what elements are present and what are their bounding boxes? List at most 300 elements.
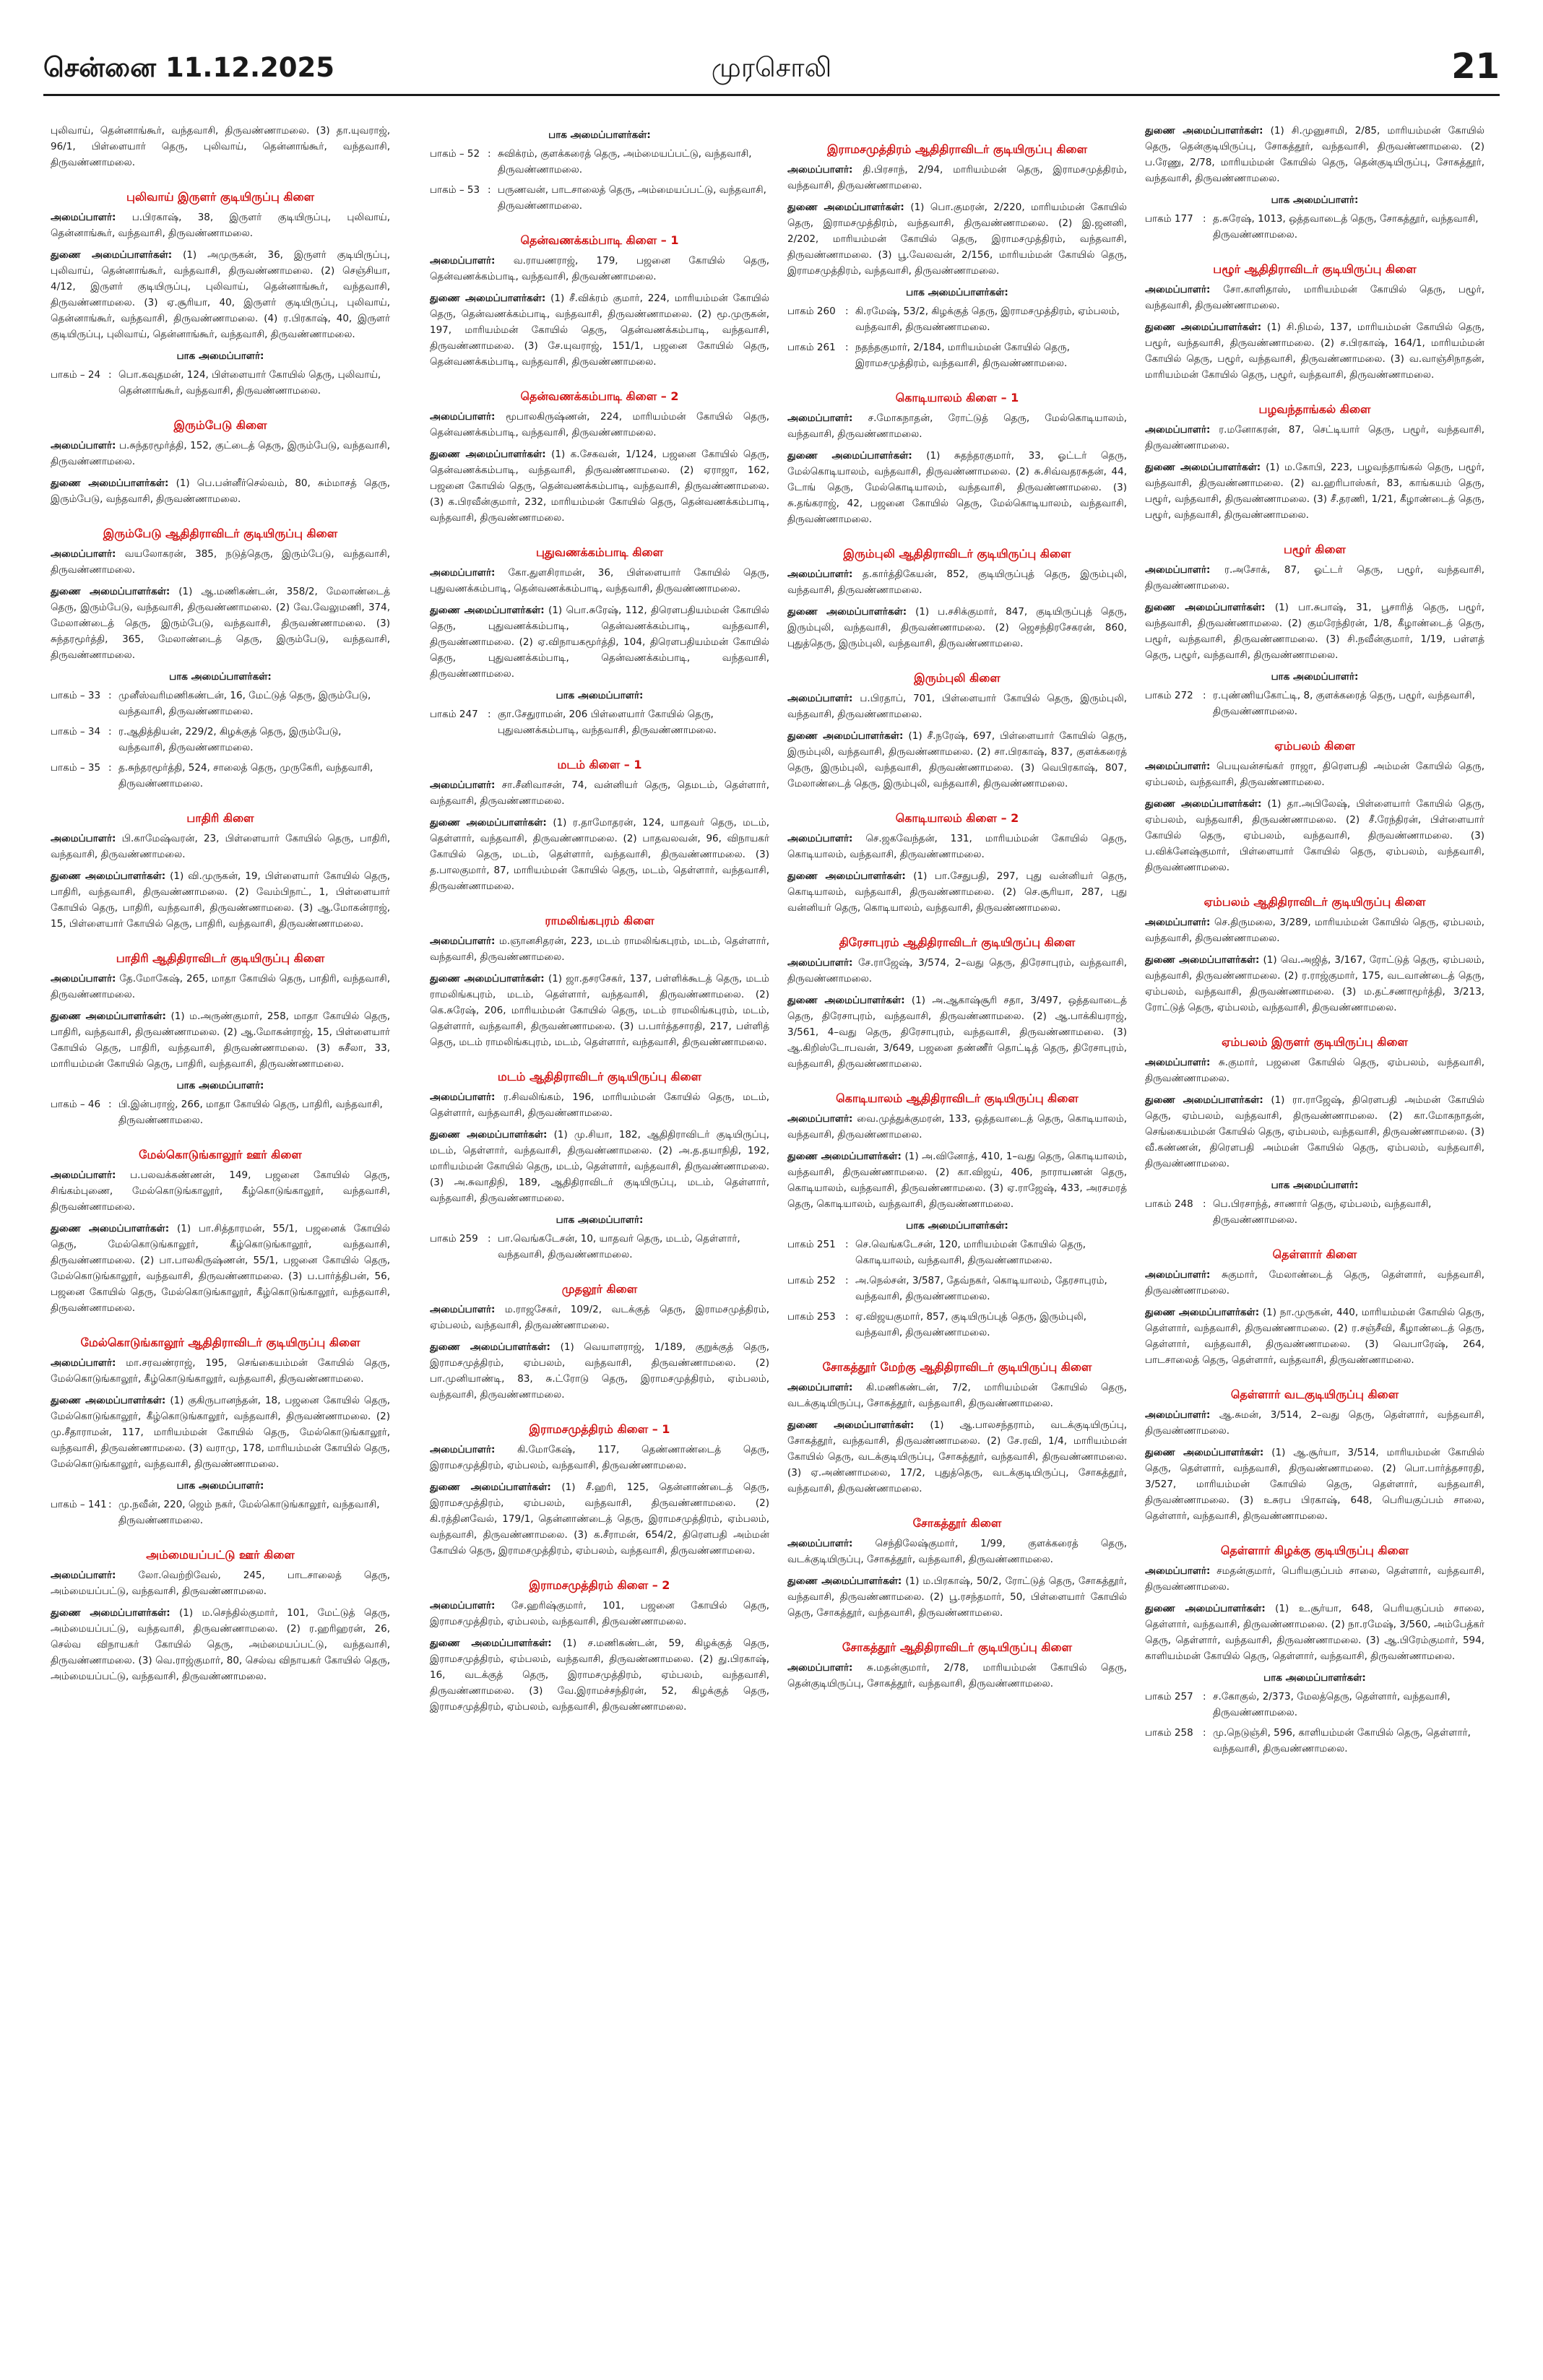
member-details: (1) வி.முருகன், 19, பிள்ளையார் கோயில் தெரு, பாதிரி, வந்தவாசி, திருவண்ணாமலை. (2) வேம்பிநாட், 1, பிள்ளையார் கோயில் தெரு, பாதிரி, வந்தவாசி, திருவண்ணாமலை. (3) ஆ.மோகன்ராஜ், 15, பிள்ளையார் கோயில் தெரு, பாதிரி, வந்தவாசி, திருவண்ணாமலை. <box>51 870 390 930</box>
branch-heading: பாதிரி ஆதிதிராவிடர் குடியிருப்பு கிளை <box>116 951 325 965</box>
member-details: (1) குகிருபானந்தன், 18, பஜனை கோயில் தெரு, மேல்கொடுங்காலூர், கீழ்கொடுங்காலூர், வந்தவாசி, திருவண்ணாமலை. (2) மு.சீதாராமன், 117, மாரியம்மன் கோயில் தெரு, மேல்கொடுங்காலூர், வந்தவாசி, திருவண்ணாமலை. (3) வராமு, 178, மாரியம்மன் கோயில் தெரு, மேல்கொடுங்காலூர், வந்தவாசி, திருவண்ணாமலை. <box>51 1395 390 1470</box>
member-entry <box>430 1302 769 1333</box>
booth-details: பொ.கவுதமன், 124, பிள்ளையார் கோயில் தெரு, புலிவாய், தென்னாங்கூர், வந்தவாசி, திருவண்ணாமலை. <box>118 369 381 397</box>
booth-separator: : <box>1203 690 1206 701</box>
booth-number: பாகம் – 53 <box>430 184 480 196</box>
role-label: துணை அமைப்பாளர்கள்: <box>1145 1094 1263 1106</box>
member-details: ர.சிவலிங்கம், 196, மாரியம்மன் கோயில் தெரு, மடம், தெள்ளார், வந்தவாசி, திருவண்ணாமலை. <box>430 1091 769 1119</box>
booth-entry <box>430 146 769 178</box>
member-details: (1) மு.சியா, 182, ஆதிதிராவிடர் குடியிருப்பு, மடம், தெள்ளார், வந்தவாசி, திருவண்ணாமலை. (2) அ.த.தயாநிதி, 192, மாரியம்மன் கோயில் தெரு, மடம், தெள்ளார், வந்தவாசி, திருவண்ணாமலை. (3) அ.சுவாதிநி, 189, ஆதிதிராவிடர் குடியிருப்பு, மடம், தெள்ளார், வந்தவாசி, திருவண்ணாமலை. <box>430 1129 769 1204</box>
role-label: அமைப்பாளர்: <box>787 1113 853 1125</box>
member-details: சு.மதன்குமார், 2/78, மாரியம்மன் கோயில் தெரு, தென்குடியிருப்பு, சோகத்தூர், வந்தவாசி, திருவண்ணாமலை. <box>787 1662 1127 1689</box>
member-details: சுகுமார், மேலாண்டைத் தெரு, தெள்ளார், வந்தவாசி, திருவண்ணாமலை. <box>1145 1269 1484 1297</box>
booth-separator: : <box>488 709 491 720</box>
role-label: அமைப்பாளர்: <box>1145 1057 1211 1068</box>
member-entry <box>430 1127 769 1206</box>
booth-entry <box>787 303 1127 335</box>
member-details: (1) அ.வினோத், 410, 1–வது தெரு, கொடியாலம், வந்தவாசி, திருவண்ணாமலை. (2) கா.விஜய், 406, நாராயணன் தெரு, கொடியாலம், வந்தவாசி, திருவண்ணாமலை. (3) ஏ.ராஜேஷ், 433, அரசமரத் தெரு, கொடியாலம், வந்தவாசி, திருவண்ணாமலை. <box>787 1151 1127 1210</box>
role-label: அமைப்பாளர்: <box>51 1169 116 1181</box>
role-label: துணை அமைப்பாளர்கள்: <box>430 817 547 828</box>
role-label: அமைப்பாளர்: <box>787 1538 853 1549</box>
branch-heading: ராமலிங்கபுரம் கிளை <box>545 914 654 927</box>
role-label: துணை அமைப்பாளர்கள்: <box>1145 321 1262 333</box>
branch-heading: இராமசமுத்திரம் கிளை – 2 <box>529 1578 670 1592</box>
booth-details: கி.ரமேஷ், 53/2, கிழக்குத் தெரு, இராமசமுத்திரம், ஏம்பலம், வந்தவாசி, திருவண்ணாமலை. <box>855 306 1120 333</box>
member-details: ர.அசோக், 87, ஓட்டர் தெரு, பழூர், வந்தவாசி, திருவண்ணாமலை. <box>1145 564 1484 592</box>
branch-heading: மடம் ஆதிதிராவிடர் குடியிருப்பு கிளை <box>497 1070 702 1083</box>
booth-entry <box>1145 211 1484 243</box>
member-entry <box>787 199 1127 279</box>
branch-heading: இரும்புலி கிளை <box>914 671 1000 685</box>
role-label: துணை அமைப்பாளர்கள்: <box>51 870 166 882</box>
booth-details: மு.நெடுஞ்சி, 596, காளியம்மன் கோயில் தெரு, தெள்ளார், வந்தவாசி, திருவண்ணாமலை. <box>1213 1727 1471 1754</box>
dateline: சென்னை 11.12.2025 <box>43 52 335 83</box>
member-details: பி.காமேஷ்வரன், 23, பிள்ளையார் கோயில் தெரு, பாதிரி, வந்தவாசி, திருவண்ணாமலை. <box>51 833 390 860</box>
branch-heading: தெள்ளார் கிழக்கு குடியிருப்பு கிளை <box>1220 1544 1409 1557</box>
member-entry <box>787 1417 1127 1497</box>
booth-number: பாகம் 257 <box>1145 1691 1193 1702</box>
branch-heading: கொடியாலம் கிளை – 1 <box>895 391 1019 404</box>
role-label: அமைப்பாளர்: <box>51 833 116 844</box>
member-details: மூபாலகிருஷ்ணன், 224, மாரியம்மன் கோயில் தெரு, தென்வணக்கம்பாடி, வந்தவாசி, திருவண்ணாமலை. <box>430 411 769 438</box>
booth-separator: : <box>108 369 112 381</box>
branch-heading: இராமசமுத்திரம் கிளை – 1 <box>529 1422 670 1436</box>
member-details: (1) வெயாளராஜ், 1/189, குறுக்குத் தெரு, இராமசமுத்திரம், ஏம்பலம், வந்தவாசி, திருவண்ணாமலை. (2) பா.முனியாண்டி, 83, சு.ட்ரோடு தெரு, இராமசமுத்திரம், ஏம்பலம், வந்தவாசி, திருவண்ணாமலை. <box>430 1341 769 1401</box>
booth-details: த.சுரேஷ், 1013, ஒத்தவாடைத் தெரு, சோகத்தூர், வந்தவாசி, திருவண்ணாமலை. <box>1213 213 1479 241</box>
member-details: ப.பிரகாஷ், 38, இருளர் குடியிருப்பு, புலிவாய், தென்னாங்கூர், வந்தவாசி, திருவண்ணாமலை. <box>51 212 390 239</box>
booth-details: குா.சேதுராமன், 206 பிள்ளையார் கோயில் தெரு, புதுவணக்கம்பாடி, வந்தவாசி, திருவண்ணாமலை. <box>498 709 717 736</box>
booth-entry <box>430 1231 769 1263</box>
member-entry <box>1145 1407 1484 1439</box>
role-label: அமைப்பாளர்: <box>1145 761 1211 772</box>
branch-heading: இரும்பேடு ஆதிதிராவிடர் குடியிருப்பு கிளை <box>103 527 338 540</box>
member-details: செந்திலேஷ்குமார், 1/99, குளக்கரைத் தெரு, வடக்குடியிருப்பு, சோகத்தூர், வந்தவாசி, திருவண்ணாமலை. <box>787 1538 1127 1565</box>
booth-details: ச.கோகுல், 2/373, மேலத்தெரு, தெள்ளார், வந்தவாசி, திருவண்ணாமலை. <box>1213 1691 1451 1718</box>
member-entry <box>430 253 769 285</box>
member-details: (1) பா.சுபாஷ், 31, பூசாரித் தெரு, பழூர், வந்தவாசி, திருவண்ணாமலை. (2) குமரேந்திரன், 1/8, கீழாண்டைத் தெரு, பழூர், வந்தவாசி, திருவண்ணாமலை. (3) சி.நவீன்குமார், 1/19, பள்ளத் தெரு, பழூர், வந்தவாசி, திருவண்ணாமலை. <box>1145 602 1484 661</box>
role-label: துணை அமைப்பாளர்கள்: <box>51 477 169 489</box>
booth-number: பாகம் – 35 <box>51 762 101 774</box>
member-details: சே.ராஜேஷ், 3/574, 2–வது தெரு, திரேசாபுரம், வந்தவாசி, திருவண்ணாமலை. <box>787 957 1127 985</box>
branch-heading: தென்வணக்கம்பாடி கிளை – 1 <box>520 233 679 247</box>
member-entry <box>1145 123 1484 186</box>
booth-separator: : <box>108 1099 112 1110</box>
member-entry <box>787 1573 1127 1621</box>
member-entry <box>1145 952 1484 1016</box>
booth-number: பாகம் – 46 <box>51 1099 101 1110</box>
booth-section-label: பாக அமைப்பாளர்: <box>556 1214 644 1226</box>
booth-section-label: பாக அமைப்பாளர்கள்: <box>548 129 651 141</box>
member-entry <box>430 933 769 965</box>
member-details: சோ.காளிதாஸ், மாரியம்மன் கோயில் தெரு, பழூர், வந்தவாசி, திருவண்ணாமலை. <box>1145 284 1484 311</box>
member-entry <box>787 868 1127 916</box>
member-entry <box>51 247 390 342</box>
member-details: புலிவாய், தென்னாங்கூர், வந்தவாசி, திருவண்ணாமலை. (3) தா.யுவராஜ், 96/1, பிள்ளையார் தெரு, புலிவாய், தென்னாங்கூர், வந்தவாசி, திருவண்ணாமலை. <box>51 125 390 168</box>
booth-number: பாகம் 253 <box>787 1311 836 1323</box>
branch-heading: மேல்கொடுங்காலூர் ஊர் கிளை <box>139 1148 302 1161</box>
member-details: (1) பெ.பன்னீர்செல்வம், 80, சும்மாசத் தெரு, இரும்பேடு, வந்தவாசி, திருவண்ணாமலை. <box>51 477 390 505</box>
booth-details: நதந்தகுமார், 2/184, மாரியம்மன் கோயில் தெரு, இராமசமுத்திரம், வந்தவாசி, திருவண்ணாமலை. <box>855 342 1070 369</box>
member-details: (1) நா.முருகன், 440, மாரியம்மன் கோயில் தெரு, தெள்ளார், வந்தவாசி, திருவண்ணாமலை. (2) ர.சஞ்சீவி, கீழாண்டைத் தெரு, தெள்ளார், வந்தவாசி, திருவண்ணாமலை. (3) வெபாரேஷ், 264, பாடசாலைத் தெரு, தெள்ளார், வந்தவாசி, திருவண்ணாமலை. <box>1145 1307 1484 1366</box>
booth-section-label: பாக அமைப்பாளர்: <box>176 1480 264 1492</box>
role-label: துணை அமைப்பாளர்கள்: <box>51 1395 166 1406</box>
booth-entry <box>51 1497 390 1528</box>
role-label: அமைப்பாளர்: <box>51 212 116 223</box>
member-entry <box>430 1339 769 1403</box>
booth-separator: : <box>1203 213 1206 225</box>
booth-details: ர.ஆதித்தியன், 229/2, கிழக்குத் தெரு, இரும்பேடு, வந்தவாசி, திருவண்ணாமலை. <box>118 726 342 753</box>
branch-heading: பழூர் ஆதிதிராவிடர் குடியிருப்பு கிளை <box>1213 262 1417 276</box>
column-4 <box>1145 123 1484 2355</box>
member-entry <box>51 1605 390 1684</box>
member-details: (1) சீ.ஹரி, 125, தென்னாண்டைத் தெரு, இராமசமுத்திரம், ஏம்பலம், வந்தவாசி, திருவண்ணாமலை. (2) கி.ரத்தினவேல், 179/1, தென்னாண்டைத் தெரு, இராமசமுத்திரம், ஏம்பலம், வந்தவாசி, திருவண்ணாமலை. (3) க.சீராமன், 654/2, திரௌபதி அம்மன் கோயில் தெரு, இராமசமுத்திரம், ஏம்பலம், வந்தவாசி, திருவண்ணாமலை. <box>430 1481 769 1557</box>
role-label: துணை அமைப்பாளர்கள்: <box>51 1607 170 1619</box>
role-label: அமைப்பாளர்: <box>430 1444 496 1455</box>
booth-number: பாகம் – 52 <box>430 148 480 160</box>
branch-heading: தெள்ளார் வடகுடியிருப்பு கிளை <box>1230 1388 1399 1401</box>
member-details: மா.சரவண்ராஜ், 195, செங்கையம்மன் கோயில் தெரு, மேல்கொடுங்காலூர், கீழ்கொடுங்காலூர், வந்தவாசி, திருவண்ணாமலை. <box>51 1357 390 1385</box>
booth-number: பாகம் – 34 <box>51 726 101 737</box>
member-entry <box>1145 1267 1484 1299</box>
role-label: அமைப்பாளர்: <box>787 164 853 176</box>
booth-entry <box>51 367 390 399</box>
member-entry <box>1145 1445 1484 1524</box>
role-label: துணை அமைப்பாளர்கள்: <box>787 606 907 618</box>
member-entry <box>1145 758 1484 790</box>
member-entry <box>51 1008 390 1072</box>
member-entry <box>51 1393 390 1472</box>
member-details: (1) ஆ.சூர்யா, 3/514, மாரியம்மன் கோயில் தெரு, தெள்ளார், வந்தவாசி, திருவண்ணாமலை. (2) பொ.பார்த்தசாரதி, 3/527, மாரியம்மன் கோயில் தெரு, தெள்ளார், வந்தவாசி, திருவண்ணாமலை. (3) உசுரப பிரகாஷ், 648, பெரியகுப்பம் சாலை, தெள்ளார், வந்தவாசி, திருவண்ணாமலை. <box>1145 1447 1484 1522</box>
booth-details: பா.வெங்கடேசன், 10, யாதவர் தெரு, மடம், தெள்ளார், வந்தவாசி, திருவண்ணாமலை. <box>498 1233 740 1260</box>
branch-heading: இராமசமுத்திரம் ஆதிதிராவிடர் குடியிருப்பு கிளை <box>826 142 1088 156</box>
member-details: (1) பொ.சுரேஷ், 112, திரௌபதியம்மன் கோயில் தெரு, புதுவணக்கம்பாடி, தென்வணக்கம்பாடி, வந்தவாசி, திருவண்ணாமலை. (2) ஏ.விநாயகமூர்த்தி, 104, திரௌபதியம்மன் கோயில் தெரு, புதுவணக்கம்பாடி, தென்வணக்கம்பாடி, வந்தவாசி, திருவண்ணாமலை. <box>430 605 769 680</box>
member-details: வ.ராயணராஜ், 179, பஜனை கோயில் தெரு, தென்வணக்கம்பாடி, வந்தவாசி, திருவண்ணாமலை. <box>430 255 769 282</box>
booth-separator: : <box>108 726 112 737</box>
masthead <box>43 42 1500 92</box>
booth-number: பாகம் – 33 <box>51 690 101 701</box>
member-details: (1) பொ.குமரன், 2/220, மாரியம்மன் கோயில் தெரு, இராமசமுத்திரம், வந்தவாசி, திருவண்ணாமலை. (2) இ.ஜனனி, 2/202, மாரியம்மன் கோயில் தெரு, இராமசமுத்திரம், வந்தவாசி, திருவண்ணாமலை. (3) பூ.வேலவன், 2/156, மாரியம்மன் கோயில் தெரு, இராமசமுத்திரம், வந்தவாசி, திருவண்ணாமலை. <box>787 202 1127 277</box>
booth-number: பாகம் 258 <box>1145 1727 1193 1739</box>
branch-heading: கொடியாலம் கிளை – 2 <box>895 811 1019 825</box>
member-entry <box>1145 282 1484 313</box>
booth-entry <box>1145 1689 1484 1721</box>
role-label: அமைப்பாளர்: <box>430 567 496 579</box>
masthead-rule <box>43 94 1500 96</box>
member-entry <box>787 1380 1127 1411</box>
role-label: அமைப்பாளர்: <box>1145 1565 1211 1577</box>
branch-heading: பழூர் கிளை <box>1284 542 1346 556</box>
role-label: துணை அமைப்பாளர்கள்: <box>51 249 173 261</box>
member-details: (1) அமுருகன், 36, இருளர் குடியிருப்பு, புலிவாய், தென்னாங்கூர், வந்தவாசி, திருவண்ணாமலை. (2) செஞ்சியா, 4/12, இருளர் குடியிருப்பு, புலிவாய், தென்னாங்கூர், வந்தவாசி, திருவண்ணாமலை. (3) ஏ.சூரியா, 40, இருளர் குடியிருப்பு, புலிவாய், தென்னாங்கூர், வந்தவாசி, திருவண்ணாமலை. (4) ர.பிரகாஷ், 40, இருளர் குடியிருப்பு, புலிவாய், தென்னாங்கூர், வந்தவாசி, திருவண்ணாமலை. <box>51 249 390 340</box>
role-label: துணை அமைப்பாளர்கள்: <box>430 1129 548 1141</box>
page-number: 21 <box>1451 46 1500 87</box>
role-label: துணை அமைப்பாளர்கள்: <box>430 605 545 616</box>
booth-details: த.சுந்தரமூர்த்தி, 524, சாலைத் தெரு, முருகேரி, வந்தவாசி, திருவண்ணாமலை. <box>118 762 373 789</box>
booth-entry <box>1145 1725 1484 1757</box>
member-details: கி.மோகேஷ், 117, தெண்ணாண்டைத் தெரு, இராமசமுத்திரம், ஏம்பலம், வந்தவாசி, திருவண்ணாமலை. <box>430 1444 769 1471</box>
member-details: (1) சி.முனுசாமி, 2/85, மாரியம்மன் கோயில் தெரு, தென்குடியிருப்பு, சோகத்தூர், வந்தவாசி, திருவண்ணாமலை. (2) ப.ரேணு, 2/78, மாரியம்மன் கோயில் தெரு, தென்குடியிருப்பு, சோகத்தூர், வந்தவாசி, திருவண்ணாமலை. <box>1145 125 1484 184</box>
branch-heading: சோகத்தூர் மேற்கு ஆதிதிராவிடர் குடியிருப்பு கிளை <box>822 1360 1092 1374</box>
member-entry <box>787 955 1127 987</box>
role-label: துணை அமைப்பாளர்கள்: <box>1145 462 1261 473</box>
booth-separator: : <box>488 184 491 196</box>
role-label: அமைப்பாளர்: <box>1145 917 1211 928</box>
member-entry <box>51 584 390 663</box>
branch-heading: திரேசாபுரம் ஆதிதிராவிடர் குடியிருப்பு கிளை <box>839 935 1076 949</box>
member-entry <box>1145 1563 1484 1595</box>
member-details: (1) க.சேகவன், 1/124, பஜனை கோயில் தெரு, தென்வணக்கம்பாடி, வந்தவாசி, திருவண்ணாமலை. (2) ஏராஜா, 162, பஜனை கோயில் தெரு, தென்வணக்கம்பாடி, வந்தவாசி, திருவண்ணாமலை. (3) க.பிரவீன்குமார், 232, மாரியம்மன் கோயில் தெரு, தென்வணக்கம்பாடி, வந்தவாசி, திருவண்ணாமலை. <box>430 449 769 524</box>
branch-heading: ஏம்பலம் ஆதிதிராவிடர் குடியிருப்பு கிளை <box>1203 895 1426 909</box>
role-label: அமைப்பாளர்: <box>787 568 853 580</box>
role-label: துணை அமைப்பாளர்கள்: <box>787 870 906 882</box>
newspaper-name: முரசொலி <box>711 52 832 83</box>
member-entry <box>787 410 1127 442</box>
member-entry <box>430 1089 769 1121</box>
member-entry <box>1145 1304 1484 1368</box>
member-entry <box>51 546 390 578</box>
role-label: அமைப்பாளர்: <box>1145 1269 1211 1281</box>
member-details: (1) பா.சித்தாரமன், 55/1, பஜனைக் கோயில் தெரு, மேல்கொடுங்காலூர், கீழ்கொடுங்காலூர், வந்தவாசி, திருவண்ணாமலை. (2) பா.பாலகிருஷ்ணன், 55/1, பஜனை கோயில் தெரு, மேல்கொடுங்காலூர், வந்தவாசி, திருவண்ணாமலை. (3) ப.பார்த்திபன், 56, பஜனை கோயில் தெரு, மேல்கொடுங்காலூர், கீழ்கொடுங்காலூர், வந்தவாசி, திருவண்ணாமலை. <box>51 1223 390 1314</box>
role-label: துணை அமைப்பாளர்கள்: <box>430 1637 552 1649</box>
booth-separator: : <box>108 1499 112 1510</box>
member-entry <box>430 409 769 441</box>
member-details: செ.ஜகவேந்தன், 131, மாரியம்மன் கோயில் தெரு, கொடியாலம், வந்தவாசி, திருவண்ணாமலை. <box>787 833 1127 860</box>
member-details: ஆ.சுமன், 3/514, 2–வது தெரு, தெள்ளார், வந்தவாசி, திருவண்ணாமலை. <box>1145 1409 1484 1437</box>
role-label: அமைப்பாளர்: <box>51 440 116 451</box>
member-details: ம.ஞானசிதரன், 223, மடம் ராமலிங்கபுரம், மடம், தெள்ளார், வந்தவாசி, திருவண்ணாமலை. <box>430 935 769 963</box>
member-entry <box>1145 600 1484 663</box>
branch-heading: ஏம்பலம் கிளை <box>1274 739 1355 753</box>
booth-section-label: பாக அமைப்பாளர்: <box>176 1080 264 1091</box>
member-details: வை.முத்துக்குமரன், 133, ஒத்தவாடைத் தெரு, கொடியாலம், வந்தவாசி, திருவண்ணாமலை. <box>787 1113 1127 1141</box>
member-entry <box>787 691 1127 722</box>
member-entry <box>51 475 390 507</box>
role-label: துணை அமைப்பாளர்கள்: <box>430 1341 550 1353</box>
member-entry <box>51 831 390 862</box>
member-details: தி.பிரசாந், 2/94, மாரியம்மன் தெரு, இராமசமுத்திரம், வந்தவாசி, திருவண்ணாமலை. <box>787 164 1127 191</box>
role-label: அமைப்பாளர்: <box>51 548 116 560</box>
booth-separator: : <box>488 1233 491 1245</box>
role-label: அமைப்பாளர்: <box>430 411 496 423</box>
member-entry <box>430 602 769 682</box>
member-entry <box>1145 796 1484 875</box>
member-entry <box>1145 914 1484 946</box>
booth-details: பி.இன்பராஜ், 266, மாதா கோயில் தெரு, பாதிரி, வந்தவாசி, திருவண்ணாமலை. <box>118 1099 383 1126</box>
member-details: (1) பா.சேதுபதி, 297, புது வன்னியர் தெரு, கொடியாலம், வந்தவாசி, திருவண்ணாமலை. (2) செ.சூரியா, 287, புது வன்னியர் தெரு, கொடியாலம், வந்தவாசி, திருவண்ணாமலை. <box>787 870 1127 914</box>
role-label: துணை அமைப்பாளர்கள்: <box>787 450 912 462</box>
role-label: அமைப்பாளர்: <box>787 1382 853 1393</box>
branch-heading: மடம் கிளை – 1 <box>557 758 642 771</box>
member-entry <box>51 1355 390 1387</box>
booth-separator: : <box>845 1239 849 1250</box>
booth-entry <box>430 706 769 738</box>
member-entry <box>430 565 769 597</box>
booth-entry <box>51 688 390 719</box>
member-details: ப.பிரதாப், 701, பிள்ளையார் கோயில் தெரு, இரும்புலி, வந்தவாசி, திருவண்ணாமலை. <box>787 693 1127 720</box>
member-entry <box>1145 562 1484 594</box>
role-label: அமைப்பாளர்: <box>787 1662 853 1674</box>
role-label: துணை அமைப்பாளர்கள்: <box>787 1419 915 1431</box>
booth-details: செ.வெங்கடேசன், 120, மாரியம்மன் கோயில் தெரு, கொடியாலம், வந்தவாசி, திருவண்ணாமலை. <box>855 1239 1086 1266</box>
booth-number: பாகம் 259 <box>430 1233 478 1245</box>
role-label: துணை அமைப்பாளர்கள்: <box>430 449 546 460</box>
role-label: அமைப்பாளர்: <box>787 412 853 424</box>
member-entry <box>51 209 390 241</box>
booth-details: மு.நவீன், 220, ஜெம் நகர், மேல்கொடுங்காலூர், வந்தவாசி, திருவண்ணாமலை. <box>118 1499 380 1526</box>
role-label: துணை அமைப்பாளர்கள்: <box>787 995 905 1006</box>
member-details: (1) ம.கோபி, 223, பழவந்தாங்கல் தெரு, பழூர், வந்தவாசி, திருவண்ணாமலை. (2) வ.ஹரிபாஸ்கர், 83, காங்கயம் தெரு, பழூர், வந்தவாசி, திருவண்ணாமலை. (3) சீ.தரணி, 1/21, கீழாண்டைத் தெரு, பழூர், வந்தவாசி, திருவண்ணாமலை. <box>1145 462 1484 521</box>
member-entry <box>787 1536 1127 1567</box>
booth-separator: : <box>108 762 112 774</box>
role-label: அமைப்பாளர்: <box>51 1357 116 1369</box>
member-entry <box>51 1167 390 1215</box>
member-entry <box>430 1442 769 1474</box>
role-label: துணை அமைப்பாளர்கள்: <box>787 730 904 742</box>
member-entry <box>430 290 769 370</box>
booth-section-label: பாக அமைப்பாளர்கள்: <box>906 1220 1008 1232</box>
member-details: (1) ஆ.பாலசந்தராம், வடக்குடியிருப்பு, சோகத்தூர், வந்தவாசி, திருவண்ணாமலை. (2) சே.ரவி, 1/4, மாரியம்மன் கோயில் தெரு, வடக்குடியிருப்பு, சோகத்தூர், வந்தவாசி, திருவண்ணாமலை. (3) ஏ.அண்ணாமலை, 17/2, புதுத்தெரு, வடக்குடியிருப்பு, சோகத்தூர், வந்தவாசி, திருவண்ணாமலை. <box>787 1419 1127 1494</box>
booth-number: பாகம் – 24 <box>51 369 101 381</box>
member-entry <box>51 123 390 170</box>
role-label: அமைப்பாளர்: <box>430 779 496 791</box>
member-details: (1) ரா.ராஜேஷ், திரௌபதி அம்மன் கோயில் தெரு, ஏம்பலம், வந்தவாசி, திருவண்ணாமலை. (2) கா.மோகநாதன், செங்கையம்மன் கோயில் தெரு, ஏம்பலம், வந்தவாசி, திருவண்ணாமலை. (3) வீ.கண்ணன், திரௌபதி அம்மன் கோயில் தெரு, ஏம்பலம், வந்தவாசி, திருவண்ணாமலை. <box>1145 1094 1484 1169</box>
booth-section-label: பாக அமைப்பாளர்: <box>1271 194 1359 206</box>
member-entry <box>1145 422 1484 454</box>
role-label: துணை அமைப்பாளர்கள்: <box>430 1481 551 1493</box>
branch-heading: ஏம்பலம் இருளர் குடியிருப்பு கிளை <box>1222 1035 1408 1049</box>
role-label: துணை அமைப்பாளர்கள்: <box>430 973 545 985</box>
member-details: ப.பலவக்கண்ணன், 149, பஜனை கோயில் தெரு, சிங்கம்புணை, மேல்கொடுங்காலூர், கீழ்கொடுங்காலூர், வந்தவாசி, திருவண்ணாமலை. <box>51 1169 390 1213</box>
booth-number: பாகம் 261 <box>787 342 836 353</box>
booth-entry <box>51 1096 390 1128</box>
member-details: (1) அ.ஆகாஷ்சூரி சதா, 3/497, ஒத்தவாடைத் தெரு, திரேசாபுரம், வந்தவாசி, திருவண்ணாமலை. (2) ஆ.பாக்கியராஜ், 3/561, 4–வது தெரு, திரேசாபுரம், வந்தவாசி, திருவண்ணாமலை. (3) ஆ.கிறிஸ்டோபவன், 3/649, பஜனை தண்ணீர் தொட்டித் தெரு, திரேசாபுரம், வந்தவாசி, திருவண்ணாமலை. <box>787 995 1127 1070</box>
member-details: பெயுவன்சங்கர் ராஜா, திரௌபதி அம்மன் கோயில் தெரு, ஏம்பலம், வந்தவாசி, திருவண்ணாமலை. <box>1145 761 1484 788</box>
member-details: லோ.வெற்றிவேல், 245, பாடசாலைத் தெரு, அம்மையப்பட்டு, வந்தவாசி, திருவண்ணாமலை. <box>51 1570 390 1597</box>
role-label: துணை அமைப்பாளர்கள்: <box>787 202 904 213</box>
branch-heading: அம்மையப்பட்டு ஊர் கிளை <box>146 1548 295 1562</box>
member-entry <box>430 1479 769 1559</box>
booth-details: அ.நெல்சன், 3/587, தேவ்நகர், கொடியாலம், தேரசாபுரம், வந்தவாசி, திருவண்ணாமலை. <box>855 1275 1107 1302</box>
member-entry <box>1145 319 1484 383</box>
member-entry <box>430 1635 769 1715</box>
member-entry <box>51 1221 390 1316</box>
booth-separator: : <box>1203 1691 1206 1702</box>
member-details: (1) வெ.அஜித், 3/167, ரோட்டுத் தெரு, ஏம்பலம், வந்தவாசி, திருவண்ணாமலை. (2) ர.ராஜ்குமார், 175, வடவாண்டைத் தெரு, ஏம்பலம், வந்தவாசி, திருவண்ணாமலை. (3) ம.தட்சணாமூர்த்தி, 3/213, ரோட்டுத் தெரு, ஏம்பலம், வந்தவாசி, திருவண்ணாமலை. <box>1145 954 1484 1013</box>
booth-section-label: பாக அமைப்பாளர்கள்: <box>1263 1672 1366 1684</box>
member-details: கி.மணிகண்டன், 7/2, மாரியம்மன் கோயில் தெரு, வடக்குடியிருப்பு, சோகத்தூர், வந்தவாசி, திருவண்ணாமலை. <box>787 1382 1127 1409</box>
member-entry <box>787 1660 1127 1692</box>
column-2 <box>430 123 769 2355</box>
branch-heading: தென்வணக்கம்பாடி கிளை – 2 <box>520 389 679 403</box>
member-details: (1) உ.சூர்யா, 648, பெரியகுப்பம் சாலை, தெள்ளார், வந்தவாசி, திருவண்ணாமலை. (2) நா.ரமேஷ், 3/560, அம்பேத்கர் தெரு, தெள்ளார், வந்தவாசி, திருவண்ணாமலை. (3) ஆ.பிரேம்குமார், 594, காளியம்மன் கோயில் தெரு, தெள்ளார், வந்தவாசி, திருவண்ணாமலை. <box>1145 1603 1484 1662</box>
booth-details: ர.புண்ணியகோட்டி, 8, குளக்கரைத் தெரு, பழூர், வந்தவாசி, திருவண்ணாமலை. <box>1213 690 1475 717</box>
role-label: அமைப்பாளர்: <box>430 1600 496 1611</box>
member-details: (1) ர.தாமோதரன், 124, யாதவர் தெரு, மடம், தெள்ளார், வந்தவாசி, திருவண்ணாமலை. (2) பாதவலவன், 96, விநாயகர் கோயில் தெரு, மடம், தெள்ளார், வந்தவாசி, திருவண்ணாமலை. (3) த.பாலகுமார், 87, மாரியம்மன் கோயில் தெரு, மடம், தெள்ளார், வந்தவாசி, திருவண்ணாமலை. <box>430 817 769 892</box>
booth-separator: : <box>845 306 849 317</box>
booth-number: பாகம் – 141 <box>51 1499 107 1510</box>
branch-heading: முதலூர் கிளை <box>561 1282 638 1296</box>
booth-number: பாகம் 248 <box>1145 1198 1193 1210</box>
member-details: ப.சுந்தரமூர்த்தி, 152, குட்டைத் தெரு, இரும்பேடு, வந்தவாசி, திருவண்ணாமலை. <box>51 440 390 467</box>
member-details: (1) தா.அபிலேஷ், பிள்ளையார் கோயில் தெரு, ஏம்பலம், வந்தவாசி, திருவண்ணாமலை. (2) சீ.ரேந்திரன், பிள்ளையார் கோயில் தெரு, ஏம்பலம், வந்தவாசி, திருவண்ணாமலை. (3) ப.விக்னேஷ்குமார், பிள்ளையார் கோயில் தெரு, ஏம்பலம், வந்தவாசி, திருவண்ணாமலை. <box>1145 798 1484 873</box>
branch-heading: புதுவணக்கம்பாடி கிளை <box>535 545 664 559</box>
role-label: அமைப்பாளர்: <box>430 1304 496 1315</box>
booth-entry <box>787 339 1127 371</box>
booth-entry <box>787 1273 1127 1304</box>
booth-details: சுவிக்ரம், குளக்கரைத் தெரு, அம்மையப்பட்டு, வந்தவாசி, திருவண்ணாமலை. <box>498 148 752 176</box>
booth-number: பாகம் 252 <box>787 1275 836 1286</box>
member-entry <box>787 566 1127 598</box>
branch-heading: கொடியாலம் ஆதிதிராவிடர் குடியிருப்பு கிளை <box>836 1091 1079 1105</box>
branch-heading: மேல்கொடுங்காலூர் ஆதிதிராவிடர் குடியிருப்பு கிளை <box>80 1336 360 1349</box>
member-entry <box>430 446 769 526</box>
member-details: ம.ராஜசேகர், 109/2, வடக்குத் தெரு, இராமசமுத்திரம், ஏம்பலம், வந்தவாசி, திருவண்ணாமலை. <box>430 1304 769 1331</box>
booth-number: பாகம் 251 <box>787 1239 836 1250</box>
member-details: (1) சீ.விக்ரம் குமார், 224, மாரியம்மன் கோயில் தெரு, தென்வணக்கம்பாடி, வந்தவாசி, திருவண்ணாமலை. (2) மூ.முருகன், 197, மாரியம்மன் கோயில் தெரு, தென்வணக்கம்பாடி, வந்தவாசி, திருவண்ணாமலை. (3) சே.யுவராஜ், 151/1, பஜனை கோயில் தெரு, தென்வணக்கம்பாடி, வந்தவாசி, திருவண்ணாமலை. <box>430 293 769 368</box>
role-label: அமைப்பாளர்: <box>1145 284 1211 295</box>
member-details: சமதன்குமார், பெரியகுப்பம் சாலை, தெள்ளார், வந்தவாசி, திருவண்ணாமலை. <box>1145 1565 1484 1593</box>
branch-heading: இரும்பேடு கிளை <box>173 418 267 432</box>
column-3 <box>787 123 1127 2355</box>
member-entry <box>51 868 390 932</box>
role-label: அமைப்பாளர்: <box>430 255 496 267</box>
member-entry <box>787 162 1127 194</box>
booth-entry <box>787 1309 1127 1341</box>
booth-number: பாகம் 177 <box>1145 213 1193 225</box>
booth-entry <box>1145 688 1484 719</box>
member-entry <box>787 992 1127 1072</box>
member-details: தே.மோகேஷ், 265, மாதா கோயில் தெரு, பாதிரி, வந்தவாசி, திருவண்ணாமலை. <box>51 973 390 1000</box>
booth-entry <box>51 724 390 756</box>
member-details: (1) ப.சசிக்குமார், 847, குடியிருப்புத் தெரு, இரும்புலி, வந்தவாசி, திருவண்ணாமலை. (2) ஜெசந்திரசேகரன், 860, புதுத்தெரு, இரும்புலி, வந்தவாசி, திருவண்ணாமலை. <box>787 606 1127 649</box>
member-entry <box>1145 1092 1484 1172</box>
booth-separator: : <box>845 342 849 353</box>
role-label: துணை அமைப்பாளர்கள்: <box>1145 798 1262 810</box>
role-label: துணை அமைப்பாளர்கள்: <box>787 1575 902 1587</box>
member-details: வயலோகரன், 385, நடுத்தெரு, இரும்பேடு, வந்தவாசி, திருவண்ணாமலை. <box>51 548 390 576</box>
role-label: துணை அமைப்பாளர்கள்: <box>430 293 546 304</box>
booth-separator: : <box>108 690 112 701</box>
role-label: அமைப்பாளர்: <box>430 1091 496 1103</box>
role-label: அமைப்பாளர்: <box>787 833 853 844</box>
member-entry <box>51 971 390 1003</box>
role-label: துணை அமைப்பாளர்கள்: <box>1145 1307 1260 1318</box>
role-label: அமைப்பாளர்: <box>430 935 496 947</box>
role-label: துணை அமைப்பாளர்கள்: <box>1145 1603 1266 1614</box>
role-label: அமைப்பாளர்: <box>51 973 116 985</box>
member-details: (1) ம.அருண்குமார், 258, மாதா கோயில் தெரு, பாதிரி, வந்தவாசி, திருவண்ணாமலை. (2) ஆ.மோகன்ராஜ், 15, பிள்ளையார் கோயில் தெரு, பாதிரி, வந்தவாசி, திருவண்ணாமலை. (3) சுசீலா, 33, மாரியம்மன் கோயில் தெரு, பாதிரி, வந்தவாசி, திருவண்ணாமலை. <box>51 1011 390 1070</box>
member-details: த.கார்த்திகேயன், 852, குடியிருப்புத் தெரு, இரும்புலி, வந்தவாசி, திருவண்ணாமலை. <box>787 568 1127 596</box>
branch-heading: புலிவாய் இருளர் குடியிருப்பு கிளை <box>126 190 315 204</box>
booth-details: ஏ.விஜயகுமார், 857, குடியிருப்புத் தெரு, இரும்புலி, வந்தவாசி, திருவண்ணாமலை. <box>855 1311 1087 1338</box>
member-details: (1) சி.நிமல், 137, மாரியம்மன் கோயில் தெரு, பழூர், வந்தவாசி, திருவண்ணாமலை. (2) ச.பிரகாஷ், 164/1, மாரியம்மன் கோயில் தெரு, பழூர், வந்தவாசி, திருவண்ணாமலை. (3) வ.வாஞ்சிநாதன், மாரியம்மன் கோயில் தெரு, பழூர், வந்தவாசி, திருவண்ணாமலை. <box>1145 321 1484 381</box>
member-details: (1) ஆ.மணிகண்டன், 358/2, மேலாண்டைத் தெரு, இரும்பேடு, வந்தவாசி, திருவண்ணாமலை. (2) வே.வேலுமணி, 374, மேலாண்டைத் தெரு, இரும்பேடு, வந்தவாசி, திருவண்ணாமலை. (3) சுந்தரமூர்த்தி, 365, மேலாண்டைத் தெரு, இரும்பேடு, வந்தவாசி, திருவண்ணாமலை. <box>51 586 390 661</box>
member-details: (1) ஜா.தசரசேகர், 137, பள்ளிக்கூடத் தெரு, மடம் ராமலிங்கபுரம், மடம், தெள்ளார், வந்தவாசி, திருவண்ணாமலை. (2) கெ.சுரேஷ், 206, மாரியம்மன் கோயில் தெரு, மடம் ராமலிங்கபுரம், மடம், தெள்ளார், வந்தவாசி, திருவண்ணாமலை. (3) ப.பார்த்தசாரதி, 217, பள்ளித் தெரு, மடம் ராமலிங்கபுரம், மடம், தெள்ளார், வந்தவாசி, திருவண்ணாமலை. <box>430 973 769 1048</box>
booth-number: பாகம் 272 <box>1145 690 1193 701</box>
member-entry <box>1145 459 1484 523</box>
member-details: ர.மனோகரன், 87, செட்டியார் தெரு, பழூர், வந்தவாசி, திருவண்ணாமலை. <box>1145 424 1484 451</box>
booth-section-label: பாக அமைப்பாளர்: <box>1271 671 1359 683</box>
role-label: அமைப்பாளர்: <box>787 957 853 969</box>
booth-number: பாகம் 247 <box>430 709 478 720</box>
branch-heading: பாதிரி கிளை <box>186 811 254 825</box>
member-entry <box>430 971 769 1050</box>
member-details: (1) ம.செந்தில்குமார், 101, மேட்டுத் தெரு, அம்மையப்பட்டு, வந்தவாசி, திருவண்ணாமலை. (2) ர.ஹரிஹரன், 26, செல்வ விநாயகர் கோயில் தெரு, அம்மையப்பட்டு, வந்தவாசி, திருவண்ணாமலை. (3) வெ.ராஜ்குமார், 80, செல்வ விநாயகர் கோயில் தெரு, அம்மையப்பட்டு, வந்தவாசி, திருவண்ணாமலை. <box>51 1607 390 1682</box>
branch-heading: சோகத்தூர் ஆதிதிராவிடர் குடியிருப்பு கிளை <box>842 1640 1073 1654</box>
booth-entry <box>1145 1196 1484 1228</box>
role-label: துணை அமைப்பாளர்கள்: <box>51 1223 170 1234</box>
role-label: அமைப்பாளர்: <box>51 1570 116 1581</box>
